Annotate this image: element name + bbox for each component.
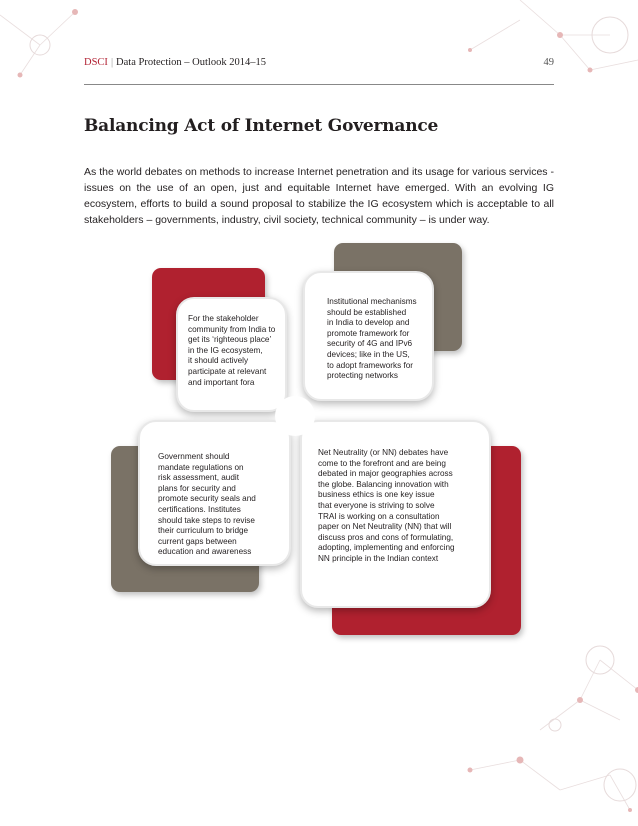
card-top-left-text: For the stakeholder community from India to get its ‘righteous place’ in the IG ecosystem, it should actively participate at relevant and important fora	[188, 314, 276, 387]
brand-label: DSCI	[84, 57, 108, 68]
card-bottom-right-text: Net Neutrality (or NN) debates have come to the forefront and are being debated in major geographies across the globe. Balancing innovation with business ethics is one key issue that everyone is striving to solve TRAI is working on a consultation paper on Net Neutrality (NN) that will discuss pros and cons of formulating, adopting, implementing and enforcing NN principle in the Indian context	[318, 448, 455, 563]
section-heading: Balancing Act of Internet Governance	[84, 116, 439, 136]
header-separator: |	[110, 57, 114, 68]
card-top-right	[303, 271, 434, 401]
page-number: 49	[543, 57, 554, 68]
card-bottom-left-text: Government should mandate regulations on risk assessment, audit plans for security and promote security seals and certifications. Institutes should take steps to revise their curriculum to bridge current gaps between education and awareness	[158, 452, 256, 557]
page-header	[84, 57, 554, 73]
intro-paragraph: As the world debates on methods to increase Internet penetration and its usage for various services - issues on the use of an open, just and equitable Internet have emerged. With an evolving IG ecosystem, efforts to build a sound proposal to stabilize the IG ecosystem which is acceptable to all stakeholders – governments, industry, civil society, technical community – is under way.	[84, 166, 554, 226]
card-top-left	[176, 297, 287, 412]
card-bottom-left	[138, 420, 291, 566]
center-gap	[275, 396, 315, 436]
card-bottom-right	[300, 420, 491, 608]
card-top-right-text: Institutional mechanisms should be established in India to develop and promote framework for security of 4G and IPv6 devices; like in the US, to adopt frameworks for protecting networks	[327, 297, 417, 381]
publication-title: Data Protection – Outlook 2014–15	[116, 57, 266, 68]
header-divider	[84, 84, 554, 85]
